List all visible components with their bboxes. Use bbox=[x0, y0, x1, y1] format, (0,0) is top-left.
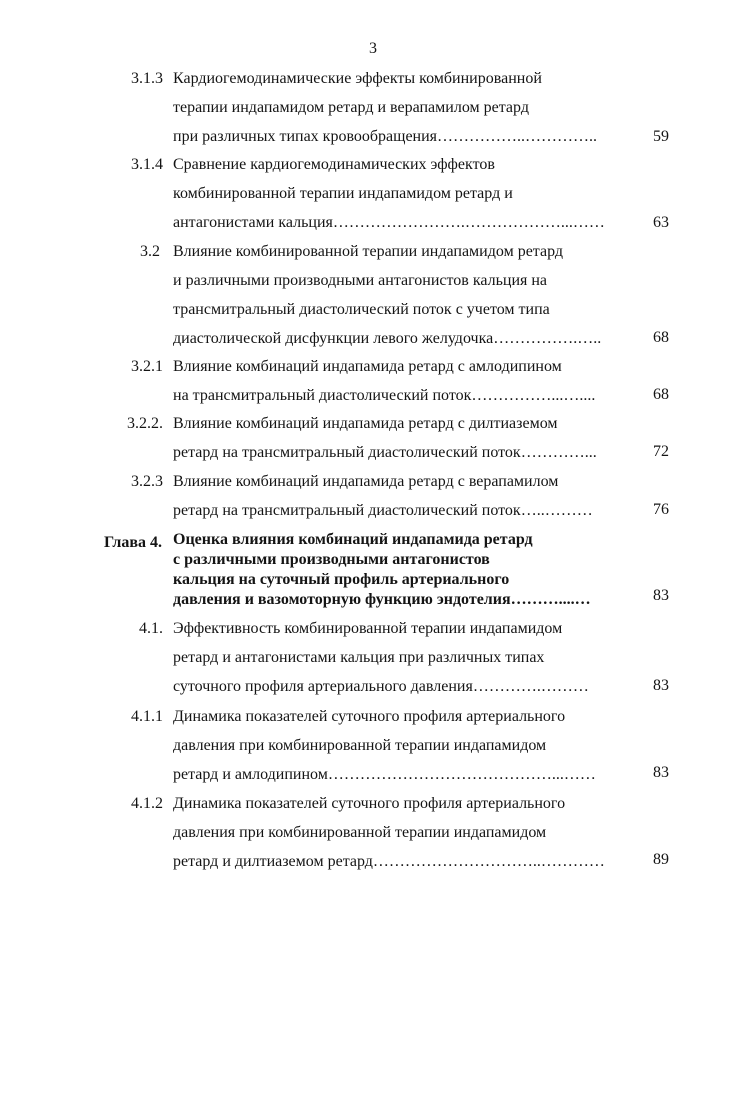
title-line: антагонистами кальция…………………….………………...…… bbox=[173, 214, 605, 231]
section-number: 4.1. bbox=[139, 620, 163, 637]
section-number: 4.1.1 bbox=[131, 708, 163, 725]
section-number: 3.2.3 bbox=[131, 473, 163, 490]
title-line: Оценка влияния комбинаций индапамида ретард bbox=[173, 531, 533, 548]
title-line: кальция на суточный профиль артериального bbox=[173, 571, 510, 588]
title-line: трансмитральный диастолический поток с учетом типа bbox=[173, 301, 550, 318]
page-ref: 89 bbox=[653, 851, 669, 868]
section-title bbox=[173, 467, 629, 525]
section-title bbox=[173, 789, 629, 876]
section-number: 3.1.3 bbox=[131, 70, 163, 87]
page-ref: 63 bbox=[653, 214, 669, 231]
title-line: ретард на трансмитральный диастолический поток…………... bbox=[173, 444, 597, 461]
section-number: 3.1.4 bbox=[131, 156, 163, 173]
page-ref: 72 bbox=[653, 443, 669, 460]
title-line: диастолической дисфункции левого желудочка…………….….. bbox=[173, 330, 602, 347]
page-ref: 59 bbox=[653, 128, 669, 145]
title-line: давления при комбинированной терапии индапамидом bbox=[173, 737, 547, 754]
page-ref: 83 bbox=[653, 764, 669, 781]
title-line: на трансмитральный диастолический поток……………...….... bbox=[173, 387, 596, 404]
title-line: Динамика показателей суточного профиля артериального bbox=[173, 795, 566, 812]
section-title bbox=[173, 614, 629, 701]
title-line: с различными производными антагонистов bbox=[173, 551, 490, 568]
section-title bbox=[173, 702, 629, 789]
title-line: Влияние комбинаций индапамида ретард с амлодипином bbox=[173, 358, 562, 375]
chapter-title bbox=[173, 530, 635, 610]
title-line: терапии индапамидом ретард и верапамилом ретард bbox=[173, 99, 529, 116]
section-title bbox=[173, 409, 629, 467]
title-line: суточного профиля артериального давления………….……… bbox=[173, 678, 589, 695]
title-line: ретард на трансмитральный диастолический поток…..……… bbox=[173, 502, 593, 519]
title-line: Влияние комбинаций индапамида ретард с верапамилом bbox=[173, 473, 559, 490]
title-line: и различными производными антагонистов кальция на bbox=[173, 272, 548, 289]
title-line: Влияние комбинированной терапии индапамидом ретард bbox=[173, 243, 564, 260]
title-line: при различных типах кровообращения……………..………….. bbox=[173, 128, 598, 145]
title-line: ретард и антагонистами кальция при различных типах bbox=[173, 649, 545, 666]
section-title bbox=[173, 352, 629, 410]
section-title bbox=[173, 64, 629, 151]
title-line: давления при комбинированной терапии индапамидом bbox=[173, 824, 547, 841]
page-ref: 83 bbox=[653, 677, 669, 694]
page-ref: 68 bbox=[653, 329, 669, 346]
title-line: комбинированной терапии индапамидом ретард и bbox=[173, 185, 513, 202]
section-title bbox=[173, 237, 629, 353]
section-number: 3.2.1 bbox=[131, 358, 163, 375]
chapter-number: Глава 4. bbox=[104, 534, 162, 551]
title-line: Влияние комбинаций индапамида ретард с дилтиаземом bbox=[173, 415, 558, 432]
page-ref: 83 bbox=[653, 587, 669, 604]
title-line: давления и вазомоторную функцию эндотелия………....… bbox=[173, 591, 591, 608]
page-number: 3 bbox=[369, 40, 377, 57]
title-line: Сравнение кардиогемодинамических эффектов bbox=[173, 156, 495, 173]
title-line: Кардиогемодинамические эффекты комбинированной bbox=[173, 70, 542, 87]
page-ref: 76 bbox=[653, 501, 669, 518]
title-line: Эффективность комбинированной терапии индапамидом bbox=[173, 620, 563, 637]
section-number: 3.2 bbox=[140, 243, 160, 260]
title-line: Динамика показателей суточного профиля артериального bbox=[173, 708, 566, 725]
section-number: 4.1.2 bbox=[131, 795, 163, 812]
title-line: ретард и амлодипином……………………………………...…… bbox=[173, 766, 596, 783]
page-ref: 68 bbox=[653, 386, 669, 403]
section-title bbox=[173, 150, 629, 237]
section-number: 3.2.2. bbox=[127, 415, 163, 432]
title-line: ретард и дилтиаземом ретард…………………………..………… bbox=[173, 853, 605, 870]
